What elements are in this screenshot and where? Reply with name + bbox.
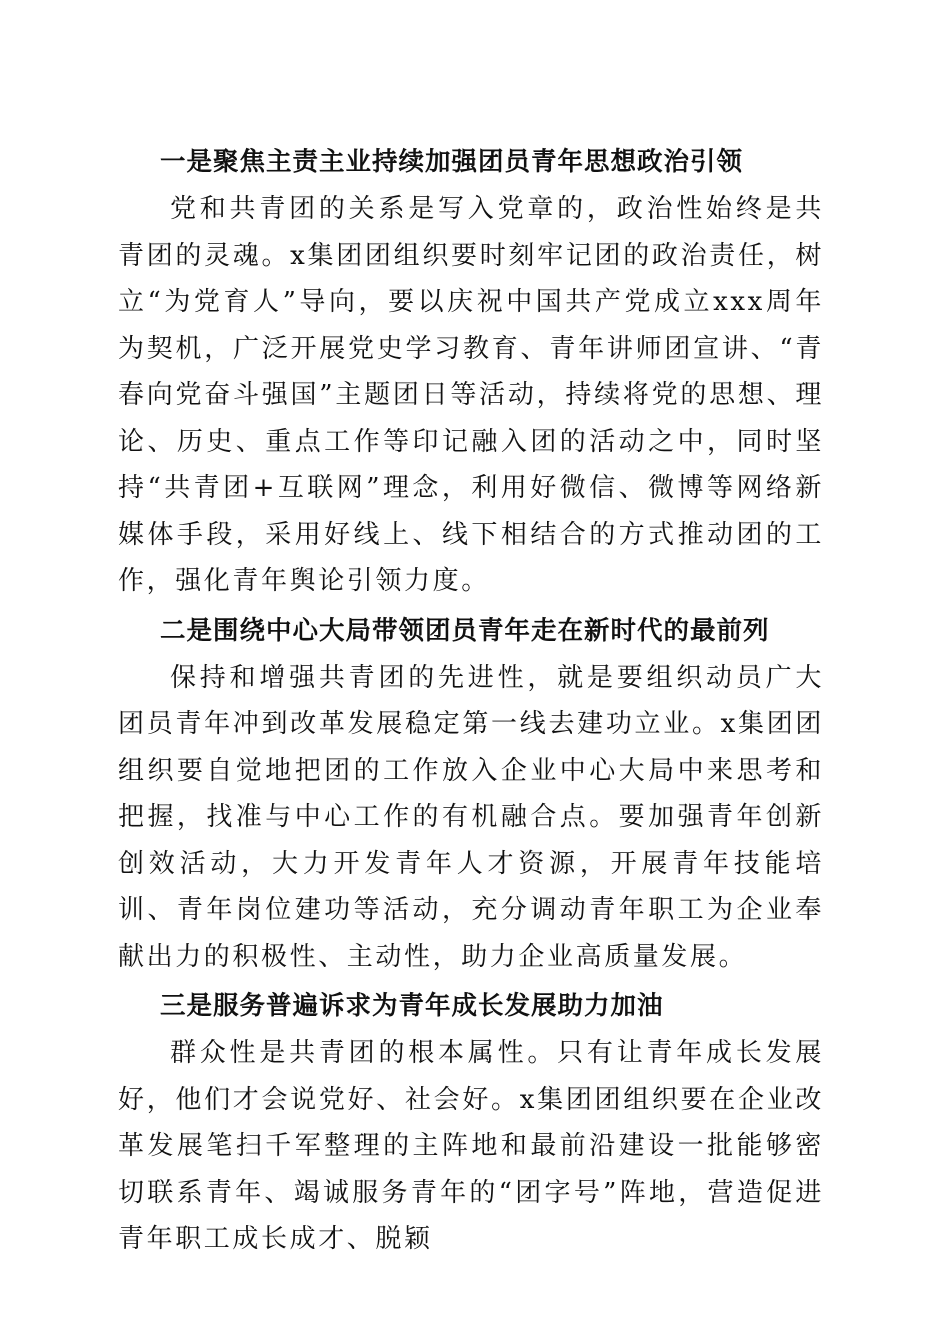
document-body xyxy=(118,138,824,1263)
section-heading-3: 三是服务普遍诉求为青年成长发展助力加油 xyxy=(160,991,664,1021)
section-paragraph-2: 保持和增强共青团的先进性，就是要组织动员广大团员青年冲到改革发展稳定第一线去建功立业。x集团团组织要自觉地把团的工作放入企业中心大局中来思考和把握，找准与中心工作的有机融合点。要加强青年创新创效活动，大力开发青年人才资源，开展青年技能培训、青年岗位建功等活动，充分调动青年职工为企业奉献出力的积极性、主动性，助力企业高质量发展。 xyxy=(118,662,824,972)
section-paragraph-3: 群众性是共青团的根本属性。只有让青年成长发展好，他们才会说党好、社会好。x集团团组织要在企业改革发展笔扫千军整理的主阵地和最前沿建设一批能够密切联系青年、竭诚服务青年的“团字号”阵地，营造促进青年职工成长成才、脱颖 xyxy=(118,1038,824,1254)
section-heading-1: 一是聚焦主责主业持续加强团员青年思想政治引领 xyxy=(160,147,744,177)
section-paragraph-1: 党和共青团的关系是写入党章的，政治性始终是共青团的灵魂。x集团团组织要时刻牢记团的政治责任，树立“为党育人”导向，要以庆祝中国共产党成立xxx周年为契机，广泛开展党史学习教育、青年讲师团宣讲、“青春向党奋斗强国”主题团日等活动，持续将党的思想、理论、历史、重点工作等印记融入团的活动之中，同时坚持“共青团+互联网”理念，利用好微信、微博等网络新媒体手段，采用好线上、线下相结合的方式推动团的工作，强化青年舆论引领力度。 xyxy=(118,194,824,596)
section-heading-2: 二是围绕中心大局带领团员青年走在新时代的最前列 xyxy=(160,615,770,646)
